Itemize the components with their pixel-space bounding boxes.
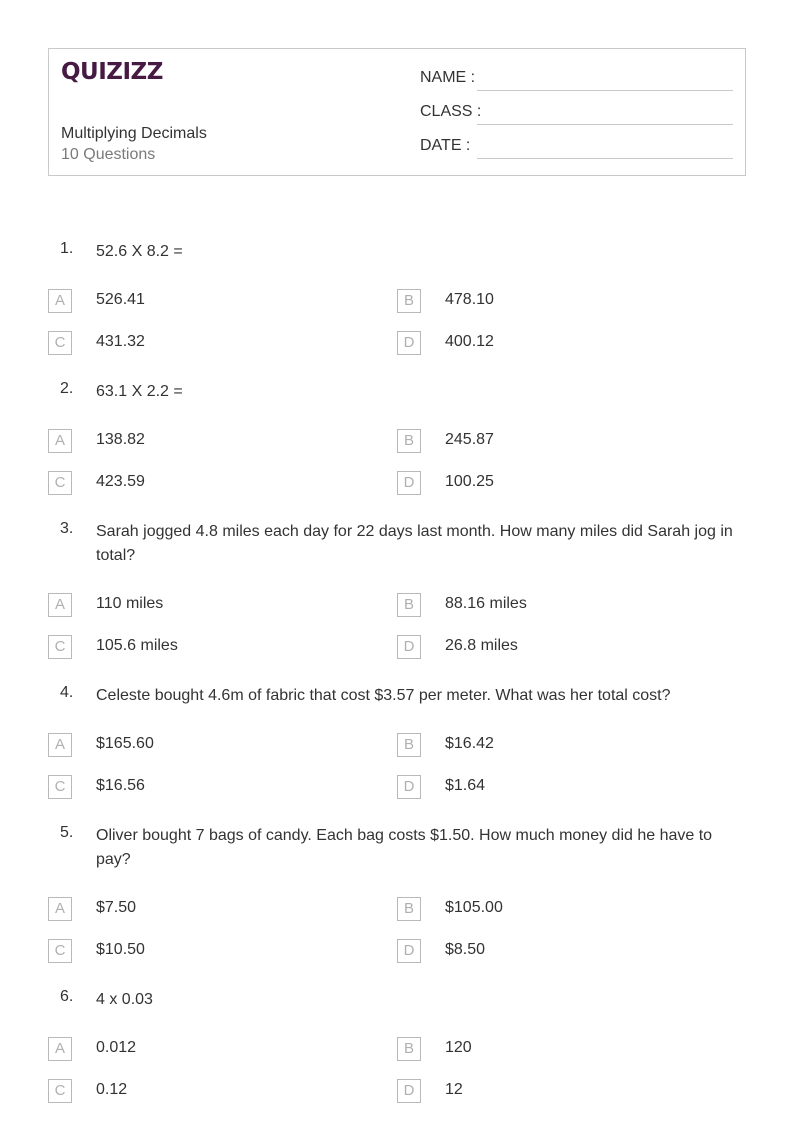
option-letter-box: B: [397, 429, 421, 453]
option-text: 400.12: [445, 333, 494, 350]
option-text: 431.32: [96, 333, 145, 350]
option-letter-box: C: [48, 939, 72, 963]
option-text: $8.50: [445, 941, 486, 958]
name-line[interactable]: [477, 90, 733, 91]
name-label: NAME :: [420, 69, 476, 86]
option-text: $165.60: [96, 735, 154, 752]
option-text: 26.8 miles: [445, 637, 518, 654]
option-letter-box: D: [397, 1079, 421, 1103]
option-b[interactable]: [397, 733, 697, 757]
worksheet-header: [48, 48, 746, 176]
option-letter-box: D: [397, 331, 421, 355]
question-text: Oliver bought 7 bags of candy. Each bag costs $1.50. How much money did he have to pay?: [96, 827, 713, 868]
option-d[interactable]: [397, 939, 697, 963]
option-b[interactable]: [397, 1037, 697, 1061]
class-line[interactable]: [477, 124, 733, 125]
question-text: 52.6 X 8.2 =: [96, 243, 183, 260]
option-text: 478.10: [445, 291, 494, 308]
option-c[interactable]: [48, 939, 348, 963]
question-number: 3.: [60, 520, 74, 537]
option-d[interactable]: [397, 331, 697, 355]
option-letter-box: D: [397, 939, 421, 963]
question-number: 6.: [60, 988, 74, 1005]
option-text: $7.50: [96, 899, 137, 916]
option-b[interactable]: [397, 289, 697, 313]
question-text: 63.1 X 2.2 =: [96, 383, 183, 400]
question-text: Celeste bought 4.6m of fabric that cost $3.57 per meter. What was her total cost?: [96, 687, 671, 704]
option-a[interactable]: [48, 429, 348, 453]
quizizz-logo: QUIZIZZ: [61, 59, 163, 85]
option-letter-box: B: [397, 289, 421, 313]
option-text: 0.12: [96, 1081, 128, 1098]
option-text: 100.25: [445, 473, 494, 490]
question-text: 4 x 0.03: [96, 991, 153, 1008]
option-letter-box: B: [397, 593, 421, 617]
option-letter-box: B: [397, 897, 421, 921]
option-a[interactable]: [48, 897, 348, 921]
option-letter-box: A: [48, 593, 72, 617]
option-d[interactable]: [397, 471, 697, 495]
option-d[interactable]: [397, 635, 697, 659]
option-letter-box: C: [48, 635, 72, 659]
option-a[interactable]: [48, 1037, 348, 1061]
name-field[interactable]: [420, 65, 733, 91]
option-letter-box: D: [397, 775, 421, 799]
option-letter-box: C: [48, 471, 72, 495]
option-c[interactable]: [48, 471, 348, 495]
option-c[interactable]: [48, 1079, 348, 1103]
option-text: 88.16 miles: [445, 595, 527, 612]
option-b[interactable]: [397, 593, 697, 617]
question-number: 2.: [60, 380, 74, 397]
option-letter-box: C: [48, 1079, 72, 1103]
option-text: 526.41: [96, 291, 145, 308]
option-letter-box: D: [397, 635, 421, 659]
option-a[interactable]: [48, 593, 348, 617]
option-letter-box: A: [48, 897, 72, 921]
option-letter-box: A: [48, 733, 72, 757]
date-field[interactable]: [420, 133, 733, 159]
option-text: $16.56: [96, 777, 145, 794]
class-label: CLASS :: [420, 103, 482, 120]
option-b[interactable]: [397, 897, 697, 921]
option-letter-box: A: [48, 429, 72, 453]
option-c[interactable]: [48, 775, 348, 799]
option-letter-box: B: [397, 733, 421, 757]
option-text: 105.6 miles: [96, 637, 178, 654]
question-count: 10 Questions: [61, 146, 156, 163]
question-number: 4.: [60, 684, 74, 701]
option-text: $16.42: [445, 735, 494, 752]
option-letter-box: C: [48, 775, 72, 799]
option-letter-box: A: [48, 289, 72, 313]
class-field[interactable]: [420, 99, 733, 125]
date-line[interactable]: [477, 158, 733, 159]
option-a[interactable]: [48, 733, 348, 757]
option-text: 110 miles: [96, 595, 164, 612]
option-a[interactable]: [48, 289, 348, 313]
option-text: 138.82: [96, 431, 145, 448]
option-text: $10.50: [96, 941, 145, 958]
option-text: 120: [445, 1039, 472, 1056]
option-text: $105.00: [445, 899, 503, 916]
option-c[interactable]: [48, 331, 348, 355]
question-number: 1.: [60, 240, 74, 257]
worksheet-title: Multiplying Decimals: [61, 125, 207, 142]
option-letter-box: D: [397, 471, 421, 495]
option-letter-box: B: [397, 1037, 421, 1061]
option-text: 245.87: [445, 431, 494, 448]
option-c[interactable]: [48, 635, 348, 659]
date-label: DATE :: [420, 137, 471, 154]
option-text: 423.59: [96, 473, 145, 490]
question-text: Sarah jogged 4.8 miles each day for 22 days last month. How many miles did Sarah jog in total?: [96, 523, 733, 564]
question-number: 5.: [60, 824, 74, 841]
option-text: $1.64: [445, 777, 486, 794]
option-text: 12: [445, 1081, 463, 1098]
option-b[interactable]: [397, 429, 697, 453]
option-letter-box: C: [48, 331, 72, 355]
option-d[interactable]: [397, 775, 697, 799]
option-text: 0.012: [96, 1039, 137, 1056]
option-d[interactable]: [397, 1079, 697, 1103]
option-letter-box: A: [48, 1037, 72, 1061]
